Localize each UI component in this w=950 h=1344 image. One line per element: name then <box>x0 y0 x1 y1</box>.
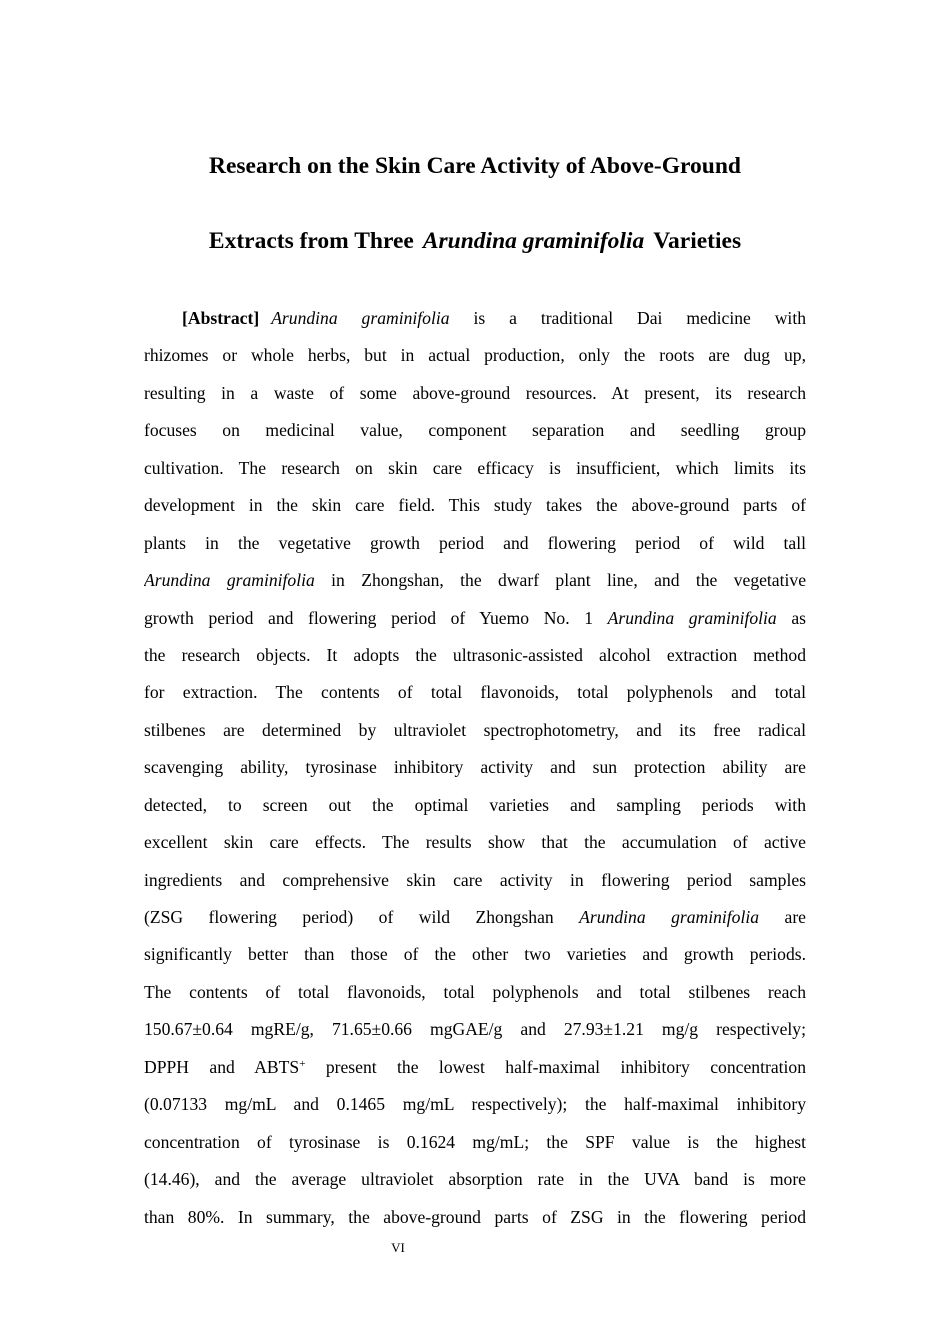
species-name: Arundina graminifolia <box>144 570 315 591</box>
abstract-line <box>144 412 806 449</box>
abstract-text: concentration of tyrosinase is 0.1624 mg/mL; the SPF value is the highest <box>144 1131 806 1152</box>
abstract-line <box>144 337 806 374</box>
abstract-line <box>144 1124 806 1161</box>
abstract-text: (0.07133 mg/mL and 0.1465 mg/mL respectively); the half-maximal inhibitory <box>144 1094 806 1115</box>
abstract-text: detected, to screen out the optimal varieties and sampling periods with <box>144 794 806 815</box>
abstract-text: excellent skin care effects. The results show that the accumulation of active <box>144 832 806 853</box>
abstract-text: plants in the vegetative growth period and flowering period of wild tall <box>144 532 806 553</box>
abstract-text: DPPH and ABTS <box>144 1056 300 1077</box>
abstract-line <box>144 375 806 412</box>
page-number: VI <box>391 1240 405 1255</box>
abstract-line <box>144 562 806 599</box>
abstract-line <box>144 525 806 562</box>
abstract-line <box>144 1161 806 1198</box>
abstract-text: for extraction. The contents of total flavonoids, total polyphenols and total <box>144 682 806 703</box>
abstract-text: is a traditional Dai medicine with <box>449 308 806 328</box>
abstract-line <box>144 1086 806 1123</box>
abstract-text: (14.46), and the average ultraviolet absorption rate in the UVA band is more <box>144 1169 806 1190</box>
abstract-line <box>144 1011 806 1048</box>
abstract-line <box>144 1199 806 1236</box>
abstract-line <box>144 450 806 487</box>
abstract-section <box>144 300 806 1236</box>
paper-title-line-2 <box>0 226 950 256</box>
abstract-line <box>144 899 806 936</box>
abstract-text: as <box>776 607 806 628</box>
title-suffix: Varieties <box>653 228 742 254</box>
abstract-line <box>144 637 806 674</box>
abstract-text: resulting in a waste of some above-ground resources. At present, its research <box>144 382 806 403</box>
abstract-text: significantly better than those of the other two varieties and growth periods. <box>144 944 806 965</box>
title-prefix: Extracts from Three <box>208 228 414 254</box>
abstract-text: the research objects. It adopts the ultrasonic-assisted alcohol extraction method <box>144 644 806 665</box>
abstract-line <box>144 862 806 899</box>
abstract-text: 150.67±0.64 mgRE/g, 71.65±0.66 mgGAE/g and 27.93±1.21 mg/g respectively; <box>144 1019 806 1040</box>
species-name: Arundina graminifolia <box>579 907 760 927</box>
abstract-text: present the lowest half-maximal inhibitory concentration <box>305 1056 806 1077</box>
abstract-line <box>144 712 806 749</box>
abstract-text: rhizomes or whole herbs, but in actual production, only the roots are dug up, <box>144 345 806 366</box>
abstract-text: cultivation. The research on skin care efficacy is insufficient, which limits its <box>144 457 806 478</box>
abstract-text: scavenging ability, tyrosinase inhibitory activity and sun protection ability are <box>144 757 806 778</box>
abstract-label: [Abstract] <box>182 308 260 328</box>
abstract-text: ingredients and comprehensive skin care activity in flowering period samples <box>144 869 806 890</box>
abstract-line <box>144 674 806 711</box>
species-name: Arundina graminifolia <box>607 607 777 628</box>
abstract-text: development in the skin care field. This study takes the above-ground parts of <box>144 495 806 516</box>
abstract-line <box>144 787 806 824</box>
abstract-line <box>144 936 806 973</box>
superscript: + <box>299 1057 306 1070</box>
abstract-line <box>144 824 806 861</box>
title-text: Research on the Skin Care Activity of Above-Ground <box>208 153 742 179</box>
abstract-text: focuses on medicinal value, component separation and seedling group <box>144 420 806 441</box>
abstract-line <box>144 300 806 337</box>
abstract-line <box>144 749 806 786</box>
abstract-line <box>144 487 806 524</box>
abstract-text: in Zhongshan, the dwarf plant line, and the vegetative <box>314 570 806 591</box>
species-name: Arundina graminifolia <box>271 308 450 328</box>
abstract-text: than 80%. In summary, the above-ground parts of ZSG in the flowering period <box>144 1206 806 1227</box>
abstract-text: stilbenes are determined by ultraviolet spectrophotometry, and its free radical <box>144 719 806 740</box>
abstract-line <box>144 974 806 1011</box>
abstract-text: The contents of total flavonoids, total polyphenols and total stilbenes reach <box>144 981 806 1002</box>
title-species-name: Arundina graminifolia <box>422 228 645 254</box>
abstract-text: growth period and flowering period of Yuemo No. 1 <box>144 607 608 628</box>
abstract-text: are <box>759 907 806 927</box>
abstract-line <box>144 1049 806 1086</box>
paper-title-line-1 <box>0 151 950 181</box>
abstract-text: (ZSG flowering period) of wild Zhongshan <box>144 907 580 927</box>
abstract-line <box>144 600 806 637</box>
